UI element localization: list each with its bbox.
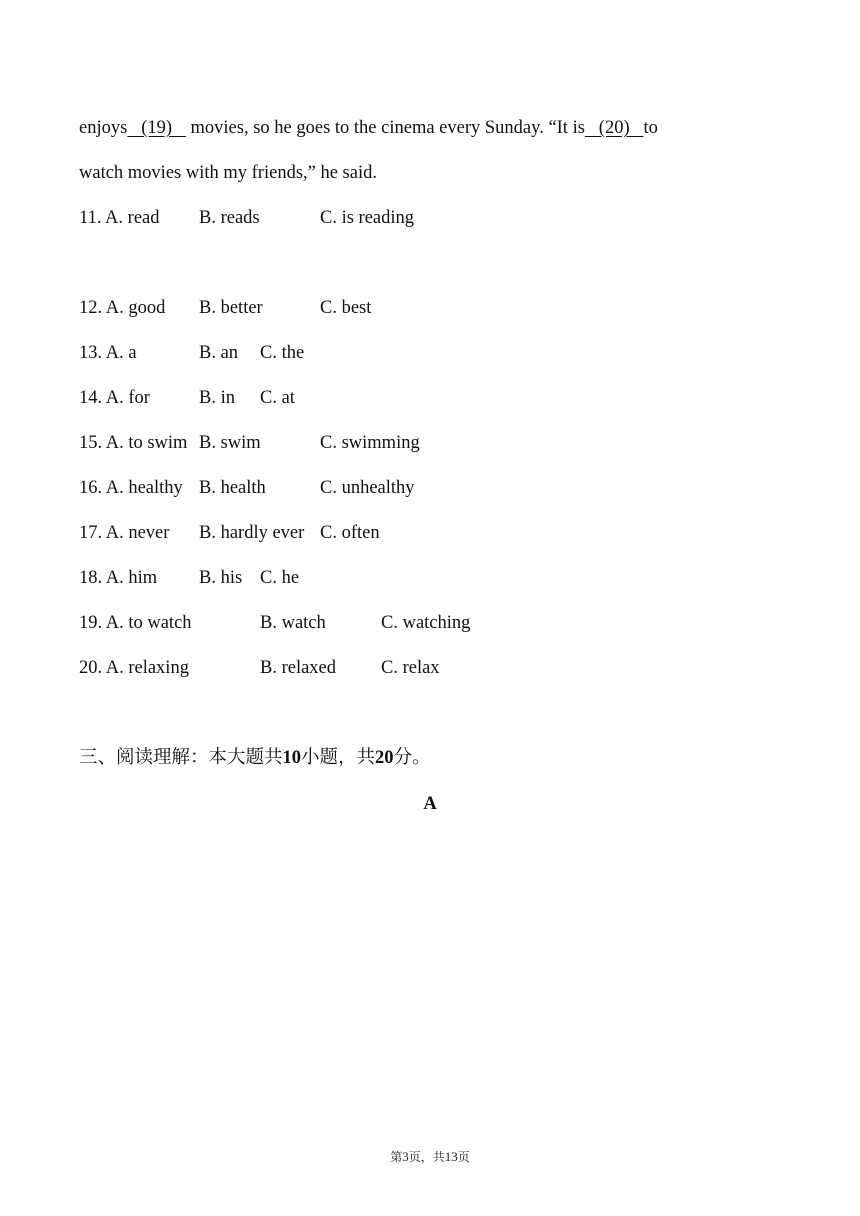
section-mid: 小题，共 (301, 747, 376, 768)
section-score: 20 (375, 748, 394, 768)
option-b: B. reads (199, 208, 260, 228)
option-b: B. his (199, 568, 243, 588)
option-c: C. relax (381, 658, 440, 678)
option-c: C. best (320, 298, 372, 318)
blank-20: (20) (584, 118, 644, 138)
option-c: C. the (260, 343, 305, 363)
section-prefix: 三、阅读理解：本大题共 (79, 747, 283, 768)
footer-post: 页 (457, 1150, 470, 1164)
option-b: B. relaxed (260, 658, 337, 678)
passage-line-2: watch movies with my friends,” he said. (79, 163, 377, 183)
passage-text: enjoys (79, 118, 128, 138)
option-a: 20. A. relaxing (79, 658, 189, 678)
footer-pre: 第 (390, 1150, 403, 1164)
option-c: C. unhealthy (320, 478, 415, 498)
footer-page-number: 3 (402, 1149, 409, 1164)
option-c: C. he (260, 568, 300, 588)
section-question-count: 10 (282, 748, 302, 768)
section-suffix: 分。 (393, 747, 431, 768)
option-b: B. health (199, 478, 266, 498)
blank-19: (19) (127, 118, 186, 138)
option-a: 19. A. to watch (79, 613, 192, 633)
option-c: C. often (320, 523, 380, 543)
option-a: 16. A. healthy (79, 478, 183, 498)
passage-text: to (643, 118, 658, 138)
option-a: 13. A. a (79, 343, 137, 363)
passage-label: A (423, 794, 437, 814)
page-footer (0, 1148, 860, 1165)
option-b: B. an (199, 343, 239, 363)
section-heading (79, 746, 431, 770)
option-c: C. swimming (320, 433, 420, 453)
option-a: 14. A. for (79, 388, 150, 408)
option-a: 18. A. him (79, 568, 158, 588)
option-b: B. watch (260, 613, 326, 633)
option-b: B. better (199, 298, 263, 318)
option-a: 17. A. never (79, 523, 170, 543)
option-b: B. in (199, 388, 235, 408)
option-c: C. watching (381, 613, 471, 633)
option-a: 11. A. read (79, 208, 160, 228)
option-b: B. swim (199, 433, 261, 453)
footer-total-pages: 13 (444, 1149, 458, 1164)
option-c: C. at (260, 388, 295, 408)
footer-mid: 页，共 (408, 1150, 445, 1164)
option-c: C. is reading (320, 208, 415, 228)
option-a: 15. A. to swim (79, 433, 188, 453)
option-b: B. hardly ever (199, 523, 305, 543)
passage-text: movies, so he goes to the cinema every Sunday. “It is (185, 118, 585, 138)
passage-line-1 (79, 116, 658, 140)
option-a: 12. A. good (79, 298, 166, 318)
